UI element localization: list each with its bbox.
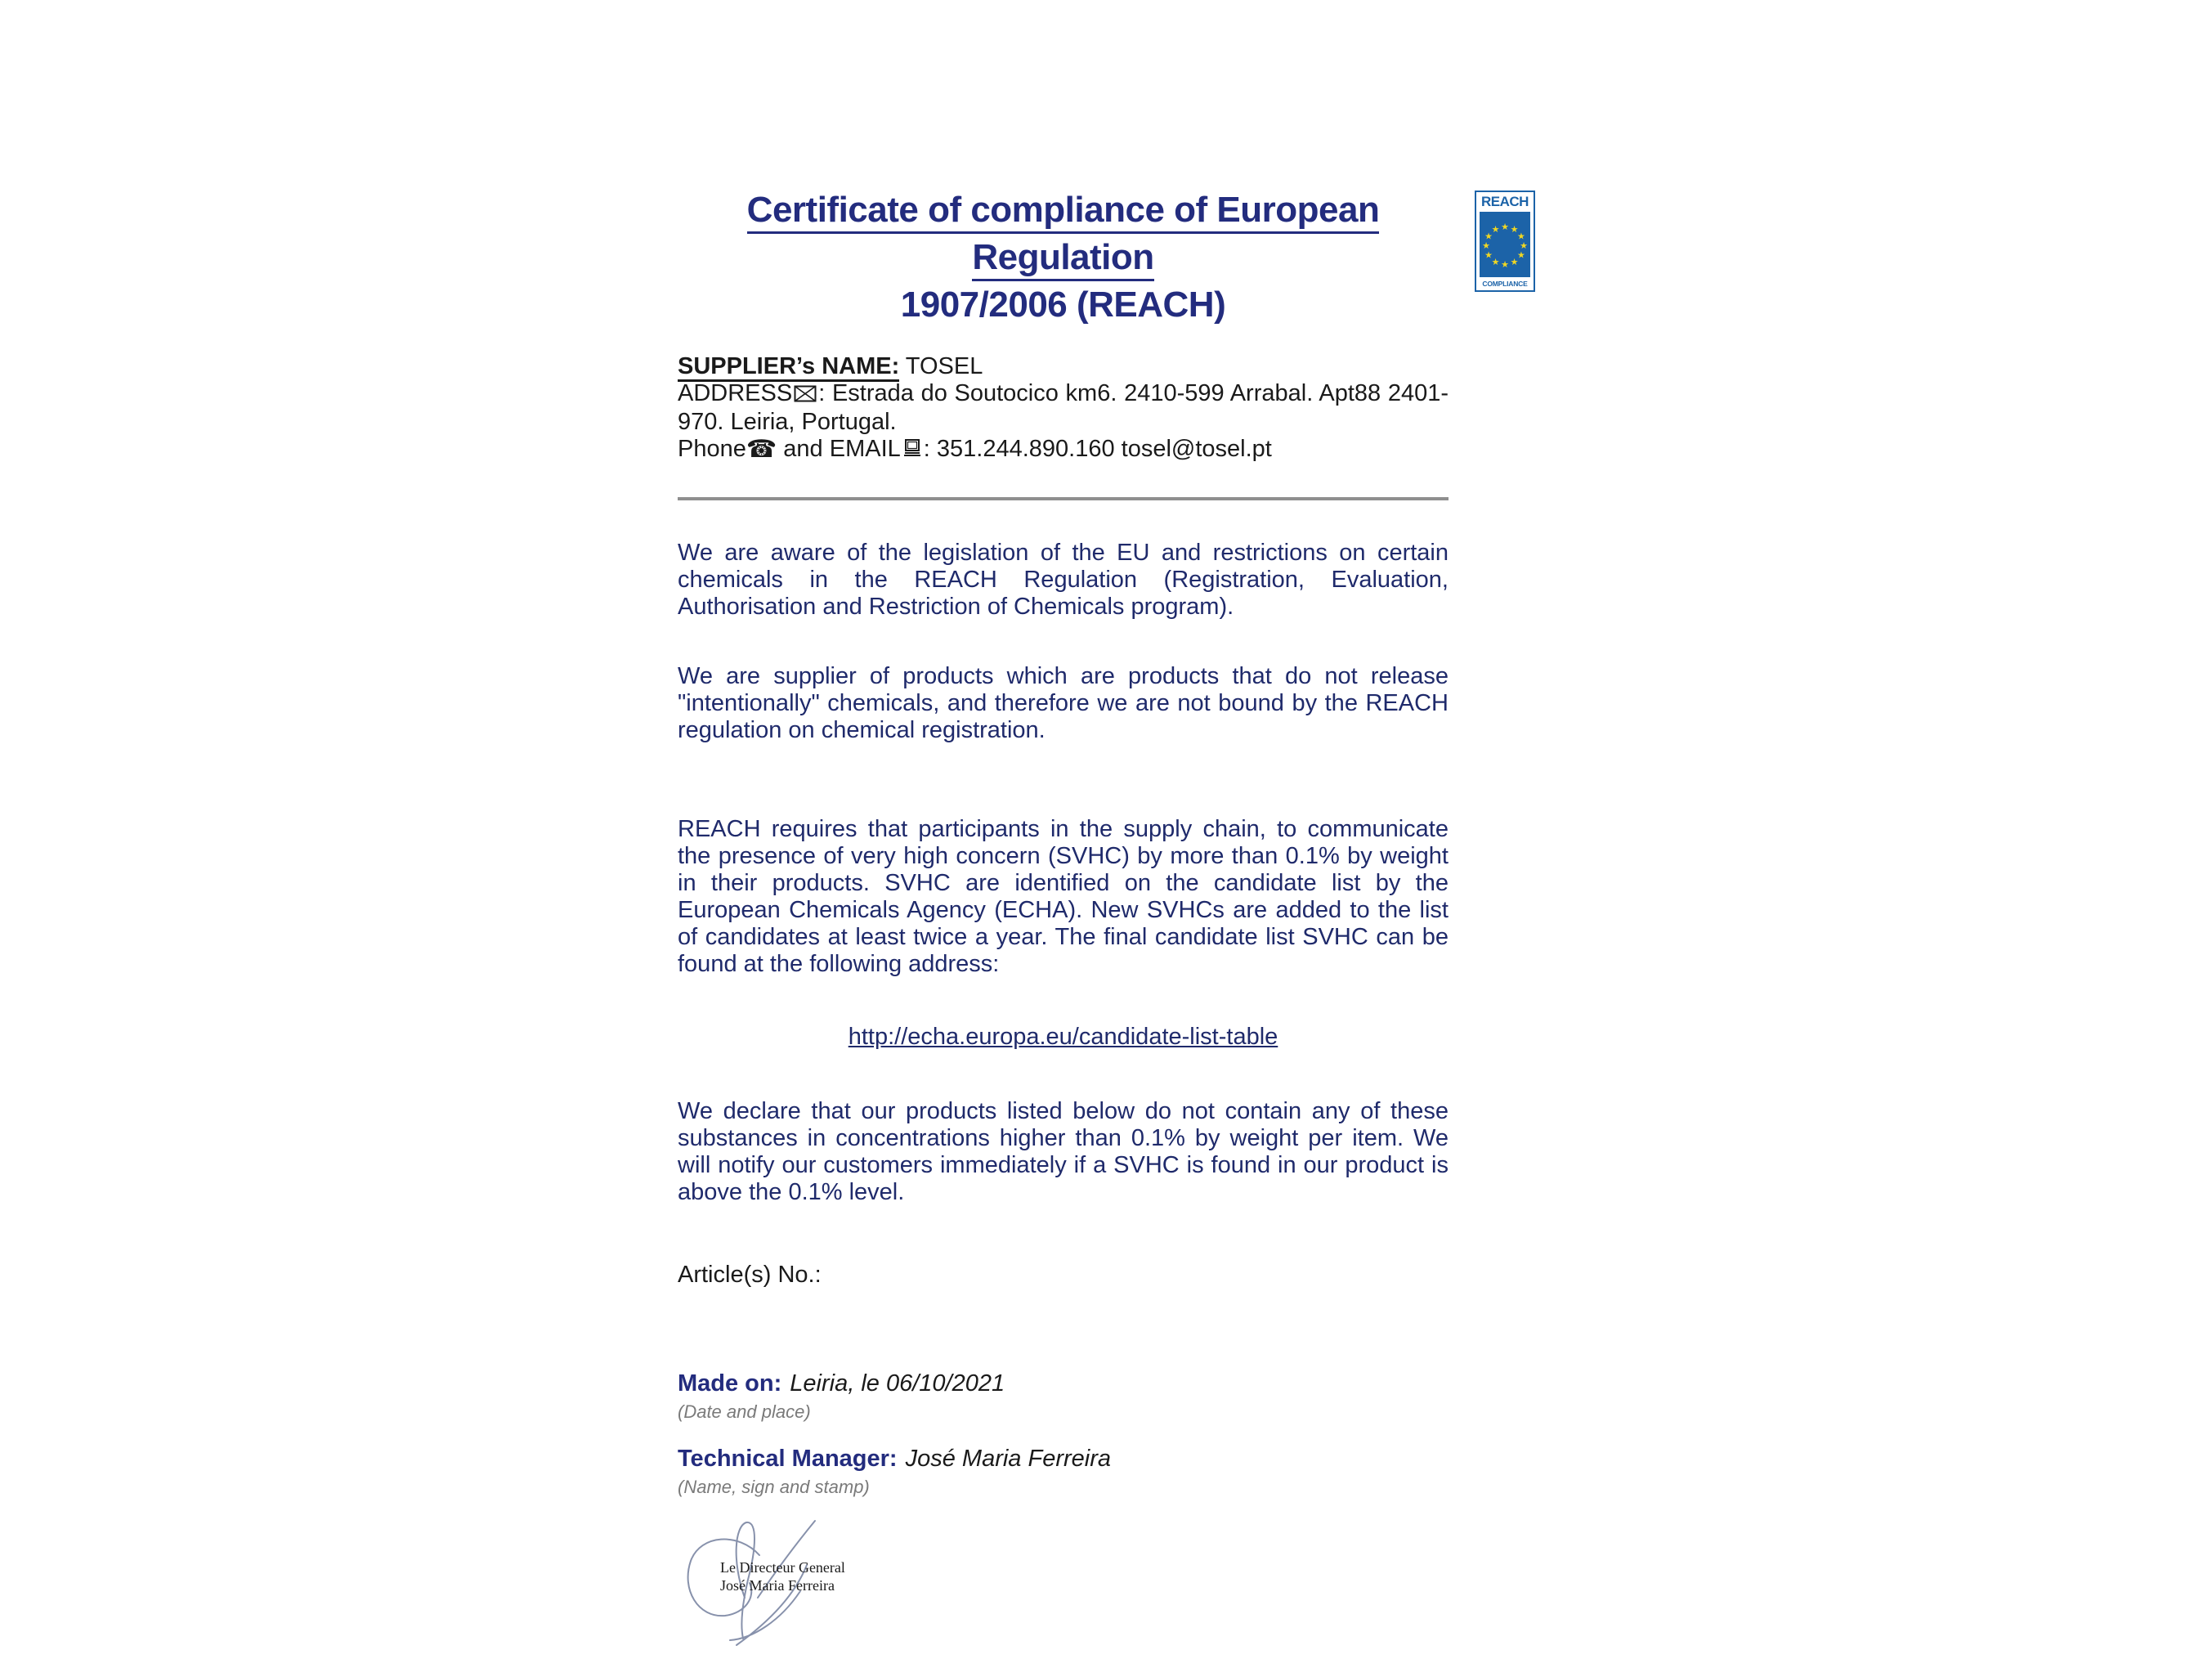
supplier-info xyxy=(678,353,1449,464)
page-title xyxy=(678,186,1449,281)
supplier-name-line xyxy=(678,353,1449,380)
signature-stamp-text xyxy=(720,1558,845,1594)
envelope-icon xyxy=(794,382,817,409)
phone-label: Phone xyxy=(678,436,746,462)
page-title-line2: 1907/2006 (REACH) xyxy=(900,285,1226,325)
svg-text:★: ★ xyxy=(1520,240,1528,251)
svg-text:★: ★ xyxy=(1482,240,1490,251)
certificate-document xyxy=(678,186,1529,1655)
supplier-name-value: TOSEL xyxy=(899,353,983,379)
svg-text:★: ★ xyxy=(1491,256,1500,267)
technical-manager-label: Technical Manager: xyxy=(678,1446,898,1472)
svg-text:★: ★ xyxy=(1491,224,1500,235)
supplier-name-label: SUPPLIER’s NAME: xyxy=(678,353,899,382)
paragraph-declaration: We declare that our products listed below do not contain any of these substances in concentrations higher than 0.1% by weight per item. We will notify our customers immediately if a SVHC is found in our product is above the 0.1% level. xyxy=(678,1098,1449,1205)
candidate-list-link[interactable]: http://echa.europa.eu/candidate-list-table xyxy=(848,1024,1278,1050)
compliance-logo-label: COMPLIANCE xyxy=(1482,280,1528,288)
address-value: : Estrada do Soutocico km6. 2410-599 Arrabal. Apt88 2401-970. Leiria, Portugal. xyxy=(678,380,1449,435)
signature-name: José Maria Ferreira xyxy=(720,1577,835,1594)
made-on-label: Made on: xyxy=(678,1370,782,1397)
section-divider xyxy=(678,497,1449,500)
svg-text:★: ★ xyxy=(1484,231,1493,242)
and-email-label: and EMAIL xyxy=(777,436,901,462)
supplier-contact-line xyxy=(678,436,1449,464)
date-place-hint: (Date and place) xyxy=(678,1401,811,1422)
svg-text:★: ★ xyxy=(1501,259,1509,270)
svg-text:★: ★ xyxy=(1484,249,1493,261)
technical-manager-value: José Maria Ferreira xyxy=(905,1446,1111,1472)
signature-title: Le Directeur General xyxy=(720,1559,845,1576)
made-on-line xyxy=(678,1370,1449,1397)
svg-text:★: ★ xyxy=(1510,224,1519,235)
reach-logo-label: REACH xyxy=(1481,194,1529,209)
eu-stars-icon xyxy=(1480,212,1530,277)
page-title-line1: Certificate of compliance of European Regulation xyxy=(747,190,1380,281)
paragraph-awareness: We are aware of the legislation of the EU and restrictions on certain chemicals in the REACH Regulation (Registration, Evaluation, Authorisation and Restriction of Chemicals program). xyxy=(678,540,1449,620)
svg-text:★: ★ xyxy=(1501,222,1509,232)
svg-text:★: ★ xyxy=(1510,256,1519,267)
article-number-label: Article(s) No.: xyxy=(678,1262,822,1288)
svg-text:★: ★ xyxy=(1516,249,1525,261)
reach-compliance-logo xyxy=(1475,191,1535,292)
made-on-value: Leiria, le 06/10/2021 xyxy=(790,1370,1005,1397)
phone-icon: ☎ xyxy=(746,435,777,464)
address-label: ADDRESS xyxy=(678,380,793,406)
computer-icon xyxy=(902,437,922,464)
candidate-list-link-line xyxy=(678,1024,1449,1051)
svg-text:★: ★ xyxy=(1516,231,1525,242)
paragraph-svhc-requirements: REACH requires that participants in the supply chain, to communicate the presence of very high concern (SVHC) by more than 0.1% by weight in their products. SVHC are identified on the candidate list by the European Chemicals Agency (ECHA). New SVHCs are added to the list of candidates at least twice a year. The final candidate list SVHC can be found at the following address: xyxy=(678,816,1449,977)
name-sign-stamp-hint: (Name, sign and stamp) xyxy=(678,1477,870,1497)
technical-manager-line xyxy=(678,1446,1449,1473)
title-block xyxy=(678,186,1529,329)
contact-value: : 351.244.890.160 tosel@tosel.pt xyxy=(923,436,1272,462)
signature-block xyxy=(678,1516,857,1655)
supplier-address-line xyxy=(678,380,1449,436)
paragraph-supplier-statement: We are supplier of products which are products that do not release "intentionally" chemicals, and therefore we are not bound by the REACH regulation on chemical registration. xyxy=(678,663,1449,743)
